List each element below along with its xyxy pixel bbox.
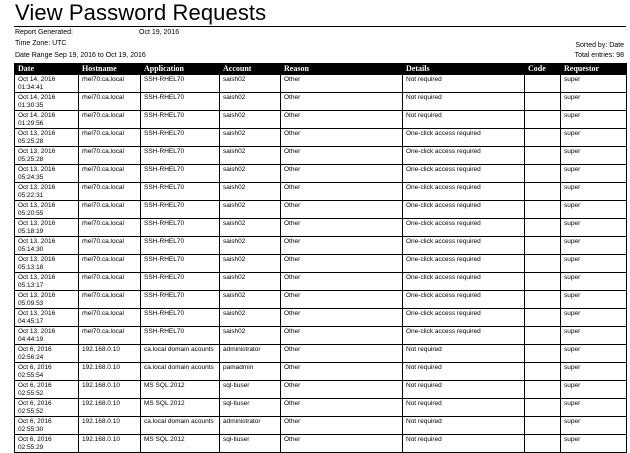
table-row [15,273,627,291]
cell-date: Oct 13, 2016 05:22:31 [15,183,79,201]
cell-application: SSH-RHEL70 [141,219,220,237]
cell-code [525,291,561,309]
cell-code [525,219,561,237]
cell-hostname: rhel70.ca.local [79,183,141,201]
cell-details: One-click access required [403,237,525,255]
cell-details: Not required [403,381,525,399]
cell-account: saish02 [220,93,281,111]
cell-date: Oct 13, 2016 04:45:17 [15,309,79,327]
table-row [15,165,627,183]
cell-date: Oct 14, 2016 01:29:56 [15,111,79,129]
cell-hostname: rhel70.ca.local [79,93,141,111]
cell-code [525,111,561,129]
cell-details: One-click access required [403,129,525,147]
cell-code [525,201,561,219]
column-header-date[interactable]: Date [15,64,79,75]
cell-account: saish02 [220,255,281,273]
cell-reason: Other [281,309,403,327]
cell-account: sql-tiuser [220,381,281,399]
cell-code [525,381,561,399]
cell-date: Oct 13, 2016 05:25:28 [15,129,79,147]
cell-hostname: rhel70.ca.local [79,75,141,93]
table-row [15,345,627,363]
cell-hostname: 192.168.0.10 [79,435,141,453]
cell-details: One-click access required [403,309,525,327]
cell-reason: Other [281,237,403,255]
cell-details: One-click access required [403,327,525,345]
cell-code [525,309,561,327]
cell-requestor: super [561,147,627,165]
cell-date: Oct 6, 2016 02:55:30 [15,417,79,435]
cell-account: saish02 [220,237,281,255]
cell-application: SSH-RHEL70 [141,183,220,201]
cell-date: Oct 13, 2016 05:18:19 [15,219,79,237]
cell-date: Oct 13, 2016 05:13:18 [15,255,79,273]
cell-requestor: super [561,237,627,255]
cell-hostname: rhel70.ca.local [79,219,141,237]
cell-requestor: super [561,417,627,435]
cell-details: One-click access required [403,147,525,165]
cell-reason: Other [281,129,403,147]
page-title: View Password Requests [15,0,267,25]
cell-hostname: rhel70.ca.local [79,111,141,129]
column-header-details[interactable]: Details [403,64,525,75]
cell-date: Oct 6, 2016 02:55:52 [15,399,79,417]
cell-application: SSH-RHEL70 [141,165,220,183]
cell-hostname: rhel70.ca.local [79,237,141,255]
report-generated-value: Oct 19, 2016 [139,29,180,36]
cell-code [525,237,561,255]
cell-details: Not required [403,75,525,93]
cell-reason: Other [281,435,403,453]
cell-account: saish02 [220,129,281,147]
cell-details: One-click access required [403,219,525,237]
table-row [15,255,627,273]
cell-date: Oct 6, 2016 02:55:52 [15,381,79,399]
table-row [15,183,627,201]
cell-account: saish02 [220,219,281,237]
cell-requestor: super [561,273,627,291]
table-row [15,219,627,237]
cell-date: Oct 14, 2016 01:30:35 [15,93,79,111]
cell-date: Oct 6, 2016 02:55:54 [15,363,79,381]
cell-date: Oct 13, 2016 05:13:17 [15,273,79,291]
cell-details: Not required [403,111,525,129]
cell-account: saish02 [220,273,281,291]
cell-hostname: 192.168.0.10 [79,345,141,363]
time-zone: Time Zone: UTC [15,40,67,47]
cell-application: ca.local domain acounts [141,417,220,435]
cell-requestor: super [561,291,627,309]
table-row [15,363,627,381]
cell-account: saish02 [220,111,281,129]
cell-requestor: super [561,363,627,381]
table-row [15,147,627,165]
cell-hostname: rhel70.ca.local [79,147,141,165]
cell-account: saish02 [220,165,281,183]
cell-reason: Other [281,345,403,363]
cell-application: MS SQL 2012 [141,381,220,399]
cell-hostname: rhel70.ca.local [79,255,141,273]
cell-requestor: super [561,75,627,93]
cell-reason: Other [281,363,403,381]
cell-requestor: super [561,381,627,399]
cell-requestor: super [561,219,627,237]
table-row [15,381,627,399]
cell-details: One-click access required [403,255,525,273]
cell-hostname: rhel70.ca.local [79,309,141,327]
cell-reason: Other [281,291,403,309]
cell-code [525,165,561,183]
cell-details: One-click access required [403,273,525,291]
cell-date: Oct 13, 2016 05:24:35 [15,165,79,183]
cell-application: ca.local domain acounts [141,363,220,381]
cell-details: Not required [403,93,525,111]
column-header-account[interactable]: Account [220,64,281,75]
date-range: Date Range Sep 19, 2016 to Oct 19, 2016 [15,52,146,59]
cell-reason: Other [281,201,403,219]
cell-date: Oct 13, 2016 05:14:30 [15,237,79,255]
table-row [15,201,627,219]
cell-code [525,183,561,201]
cell-requestor: super [561,93,627,111]
cell-application: MS SQL 2012 [141,399,220,417]
cell-account: saish02 [220,75,281,93]
cell-application: SSH-RHEL70 [141,111,220,129]
cell-date: Oct 13, 2016 05:09:53 [15,291,79,309]
cell-date: Oct 13, 2016 05:25:28 [15,147,79,165]
cell-details: Not required [403,345,525,363]
table-row [15,75,627,93]
cell-account: saish02 [220,201,281,219]
cell-requestor: super [561,345,627,363]
cell-application: MS SQL 2012 [141,435,220,453]
cell-account: saish02 [220,291,281,309]
cell-application: SSH-RHEL70 [141,327,220,345]
cell-application: SSH-RHEL70 [141,255,220,273]
cell-application: SSH-RHEL70 [141,291,220,309]
cell-hostname: rhel70.ca.local [79,201,141,219]
table-row [15,327,627,345]
title-divider [14,26,626,27]
cell-reason: Other [281,183,403,201]
cell-hostname: rhel70.ca.local [79,165,141,183]
cell-code [525,345,561,363]
column-header-application[interactable]: Application [141,64,220,75]
cell-reason: Other [281,75,403,93]
table-row [15,399,627,417]
cell-reason: Other [281,219,403,237]
cell-details: Not required [403,363,525,381]
cell-hostname: rhel70.ca.local [79,273,141,291]
cell-application: SSH-RHEL70 [141,201,220,219]
cell-reason: Other [281,327,403,345]
cell-details: One-click access required [403,291,525,309]
cell-date: Oct 13, 2016 04:44:19 [15,327,79,345]
cell-account: sql-tiuser [220,435,281,453]
cell-code [525,273,561,291]
cell-requestor: super [561,309,627,327]
password-requests-table [14,63,627,453]
cell-application: SSH-RHEL70 [141,237,220,255]
cell-reason: Other [281,93,403,111]
cell-account: saish02 [220,309,281,327]
report-generated-label: Report Generated: [15,29,73,36]
cell-code [525,417,561,435]
total-entries: Total entries: 98 [574,52,624,59]
cell-application: SSH-RHEL70 [141,273,220,291]
column-header-requestor[interactable]: Requestor [561,64,627,75]
cell-application: SSH-RHEL70 [141,309,220,327]
cell-account: administrator [220,345,281,363]
cell-requestor: super [561,201,627,219]
sorted-by: Sorted by: Date [575,42,624,49]
cell-hostname: 192.168.0.10 [79,417,141,435]
cell-hostname: 192.168.0.10 [79,399,141,417]
cell-code [525,147,561,165]
column-header-code[interactable]: Code [525,64,561,75]
cell-reason: Other [281,255,403,273]
cell-application: SSH-RHEL70 [141,93,220,111]
cell-details: One-click access required [403,201,525,219]
cell-code [525,93,561,111]
cell-requestor: super [561,255,627,273]
cell-date: Oct 6, 2016 02:56:24 [15,345,79,363]
table-row [15,417,627,435]
cell-reason: Other [281,273,403,291]
cell-application: SSH-RHEL70 [141,147,220,165]
cell-account: saish02 [220,327,281,345]
column-header-reason[interactable]: Reason [281,64,403,75]
cell-details: Not required [403,435,525,453]
cell-requestor: super [561,165,627,183]
cell-code [525,363,561,381]
cell-code [525,75,561,93]
cell-hostname: rhel70.ca.local [79,327,141,345]
cell-account: administrator [220,417,281,435]
cell-hostname: 192.168.0.10 [79,381,141,399]
cell-account: pamadmin [220,363,281,381]
cell-details: Not required [403,399,525,417]
cell-requestor: super [561,183,627,201]
cell-account: sql-tiuser [220,399,281,417]
table-row [15,111,627,129]
cell-code [525,255,561,273]
column-header-hostname[interactable]: Hostname [79,64,141,75]
cell-hostname: rhel70.ca.local [79,129,141,147]
cell-date: Oct 14, 2016 01:34:41 [15,75,79,93]
table-row [15,93,627,111]
cell-date: Oct 6, 2016 02:55:29 [15,435,79,453]
cell-application: SSH-RHEL70 [141,75,220,93]
cell-hostname: rhel70.ca.local [79,291,141,309]
table-row [15,291,627,309]
cell-reason: Other [281,417,403,435]
cell-reason: Other [281,399,403,417]
cell-details: One-click access required [403,165,525,183]
cell-reason: Other [281,165,403,183]
cell-account: saish02 [220,147,281,165]
cell-hostname: 192.168.0.10 [79,363,141,381]
cell-requestor: super [561,111,627,129]
cell-code [525,129,561,147]
cell-requestor: super [561,129,627,147]
table-row [15,237,627,255]
cell-requestor: super [561,399,627,417]
cell-account: saish02 [220,183,281,201]
table-row [15,309,627,327]
cell-reason: Other [281,147,403,165]
cell-requestor: super [561,435,627,453]
cell-date: Oct 13, 2016 05:20:55 [15,201,79,219]
cell-requestor: super [561,327,627,345]
cell-code [525,327,561,345]
cell-reason: Other [281,381,403,399]
cell-application: ca.local domain acounts [141,345,220,363]
cell-details: One-click access required [403,183,525,201]
table-row [15,129,627,147]
cell-code [525,399,561,417]
table-header-row [15,64,627,75]
cell-application: SSH-RHEL70 [141,129,220,147]
cell-details: Not required [403,417,525,435]
cell-reason: Other [281,111,403,129]
